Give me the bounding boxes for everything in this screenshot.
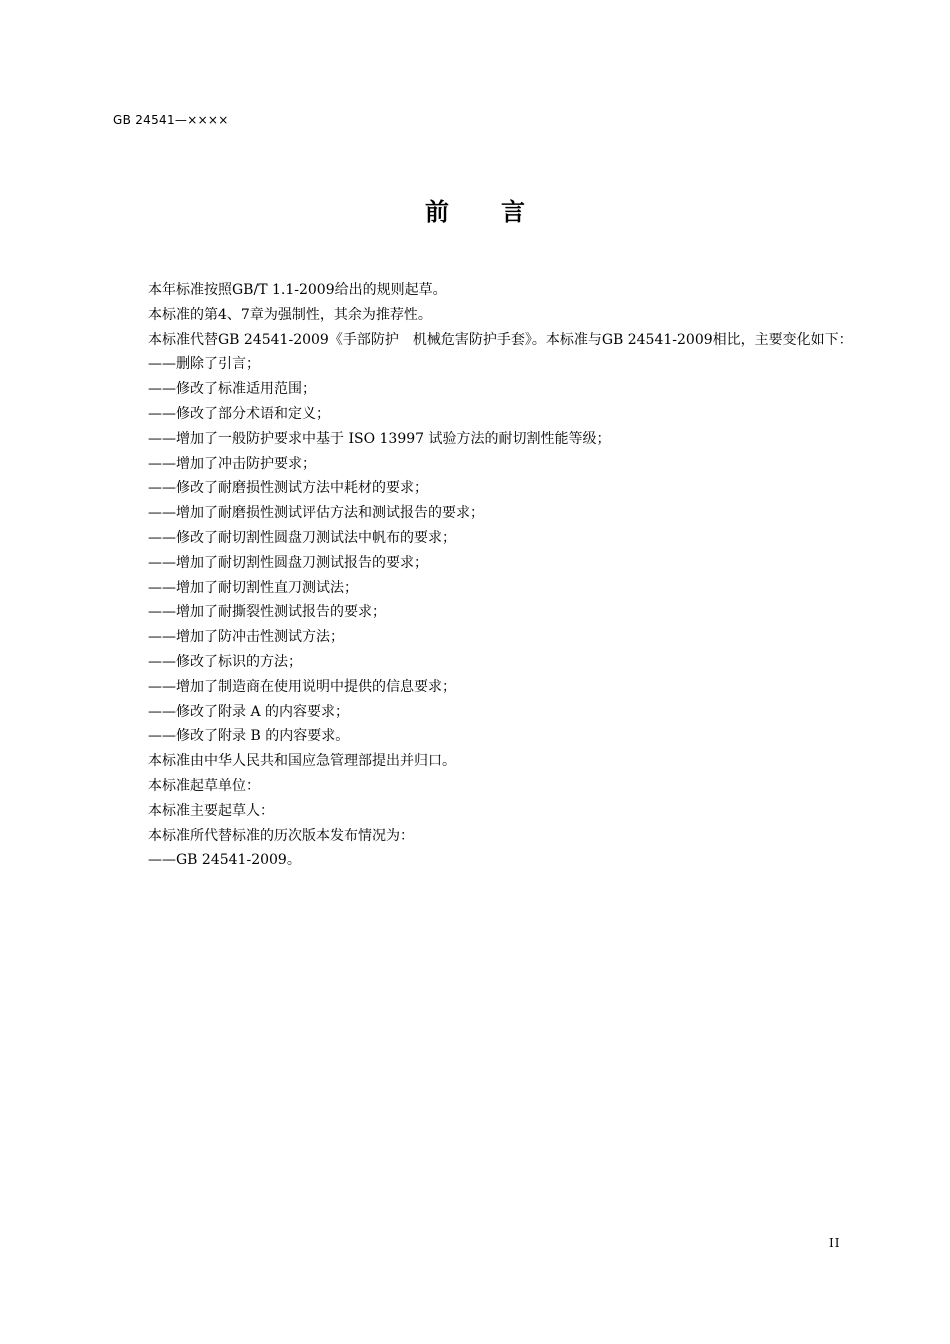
list-item: ——增加了耐磨损性测试评估方法和测试报告的要求；	[148, 505, 484, 522]
title-char-2: 言	[501, 198, 525, 226]
history-item: ——GB 24541-2009。	[148, 852, 301, 869]
list-item: ——增加了防冲击性测试方法；	[148, 629, 344, 646]
page-title	[0, 192, 950, 227]
list-item: ——修改了附录 B 的内容要求。	[148, 728, 350, 745]
list-item: ——增加了耐撕裂性测试报告的要求；	[148, 604, 386, 621]
list-item: ——修改了附录 A 的内容要求；	[148, 703, 350, 720]
document-code-header: GB 24541—××××	[113, 113, 229, 127]
paragraph-drafting-rules: 本年标准按照GB/T 1.1-2009给出的规则起草。	[148, 282, 447, 298]
paragraph-drafters: 本标准主要起草人：	[148, 802, 274, 819]
foreword-body	[113, 278, 865, 873]
list-item: ——增加了耐切割性直刀测试法；	[148, 579, 358, 596]
paragraph-history-intro: 本标准所代替标准的历次版本发布情况为：	[148, 827, 414, 844]
list-item: ——修改了标识的方法；	[148, 653, 302, 670]
list-item: ——修改了标准适用范围；	[148, 381, 316, 398]
paragraph-replacement: 本标准代替GB 24541-2009《手部防护 机械危害防护手套》。本标准与GB 24541-2009相比，主要变化如下：	[148, 331, 853, 348]
list-item: ——修改了耐切割性圆盘刀测试法中帆布的要求；	[148, 529, 456, 546]
list-item: ——修改了耐磨损性测试方法中耗材的要求；	[148, 480, 428, 497]
page-number: II	[829, 1236, 841, 1250]
paragraph-drafting-unit: 本标准起草单位：	[148, 777, 260, 794]
list-item: ——修改了部分术语和定义；	[148, 405, 330, 422]
list-item: ——增加了一般防护要求中基于 ISO 13997 试验方法的耐切割性能等级；	[148, 430, 611, 447]
list-item: ——增加了冲击防护要求；	[148, 455, 316, 472]
list-item: ——删除了引言；	[148, 356, 260, 373]
list-item: ——增加了制造商在使用说明中提供的信息要求；	[148, 678, 456, 695]
title-char-1: 前	[425, 198, 449, 226]
paragraph-mandatory-chapters: 本标准的第4、7章为强制性，其余为推荐性。	[148, 306, 432, 323]
changes-list	[113, 352, 865, 749]
list-item: ——增加了耐切割性圆盘刀测试报告的要求；	[148, 554, 428, 571]
paragraph-proposer: 本标准由中华人民共和国应急管理部提出并归口。	[148, 753, 456, 770]
